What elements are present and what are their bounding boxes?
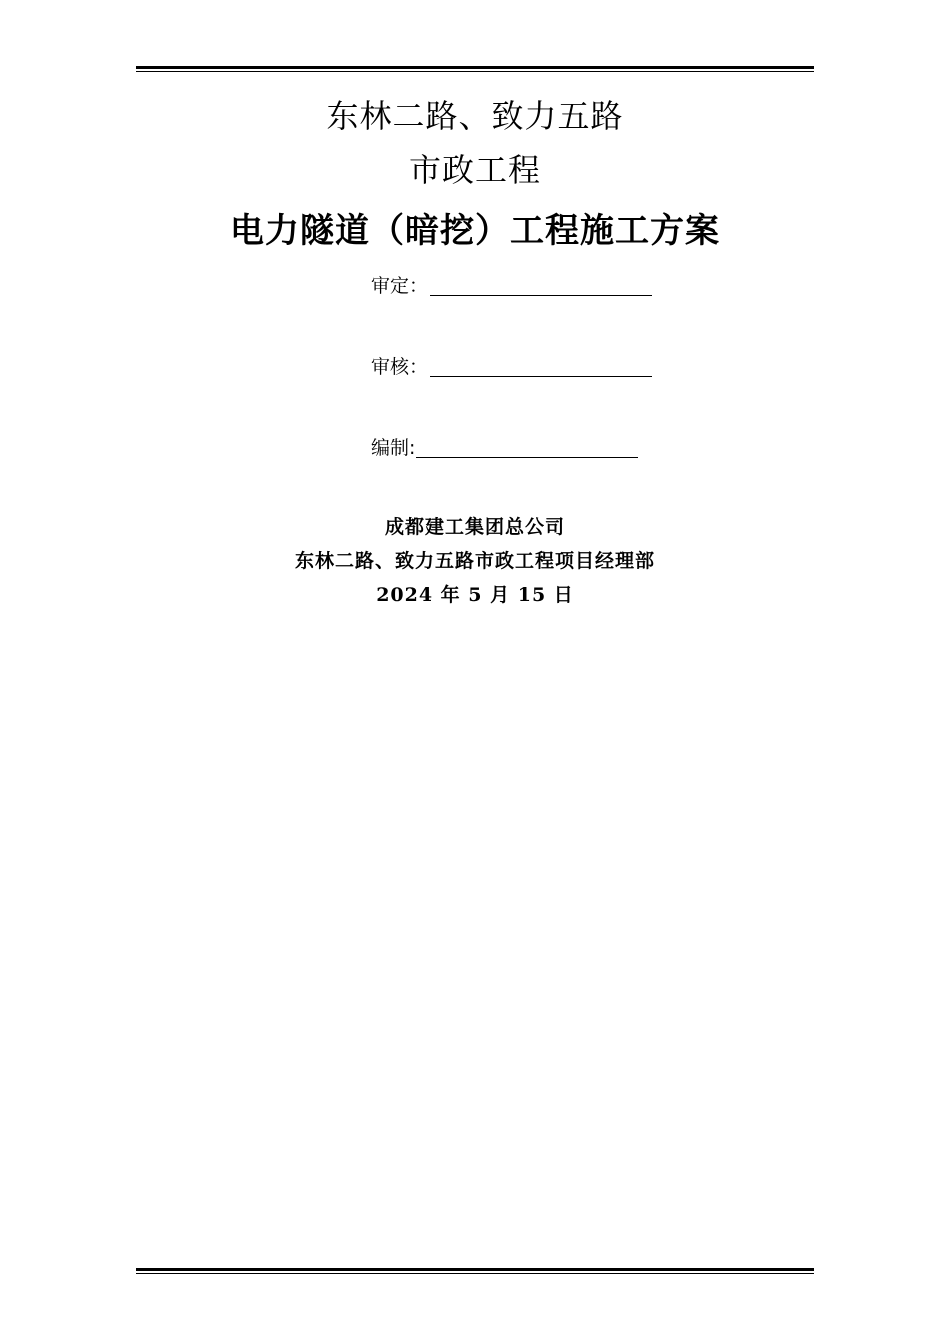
- bottom-rule: [136, 1268, 814, 1274]
- approve-signature-line: [430, 275, 652, 296]
- document-main-title: 电力隧道（暗挖）工程施工方案: [230, 211, 720, 251]
- top-rule: [136, 66, 814, 72]
- prepare-label: 编制:: [371, 437, 416, 459]
- prepare-signature-row: [371, 436, 638, 460]
- department-name: 东林二路、致力五路市政工程项目经理部: [294, 550, 655, 572]
- review-label: 审核：: [371, 356, 429, 378]
- approve-signature-row: [371, 274, 652, 298]
- project-title-line-2: 市政工程: [408, 151, 541, 189]
- project-title-line-1: 东林二路、致力五路: [326, 97, 624, 135]
- prepare-signature-line: [416, 437, 638, 458]
- company-name: 成都建工集团总公司: [384, 516, 565, 538]
- review-signature-row: [371, 355, 652, 379]
- review-signature-line: [430, 356, 652, 377]
- approve-label: 审定：: [371, 275, 429, 297]
- document-date: 2024 年 5 月 15 日: [376, 584, 574, 606]
